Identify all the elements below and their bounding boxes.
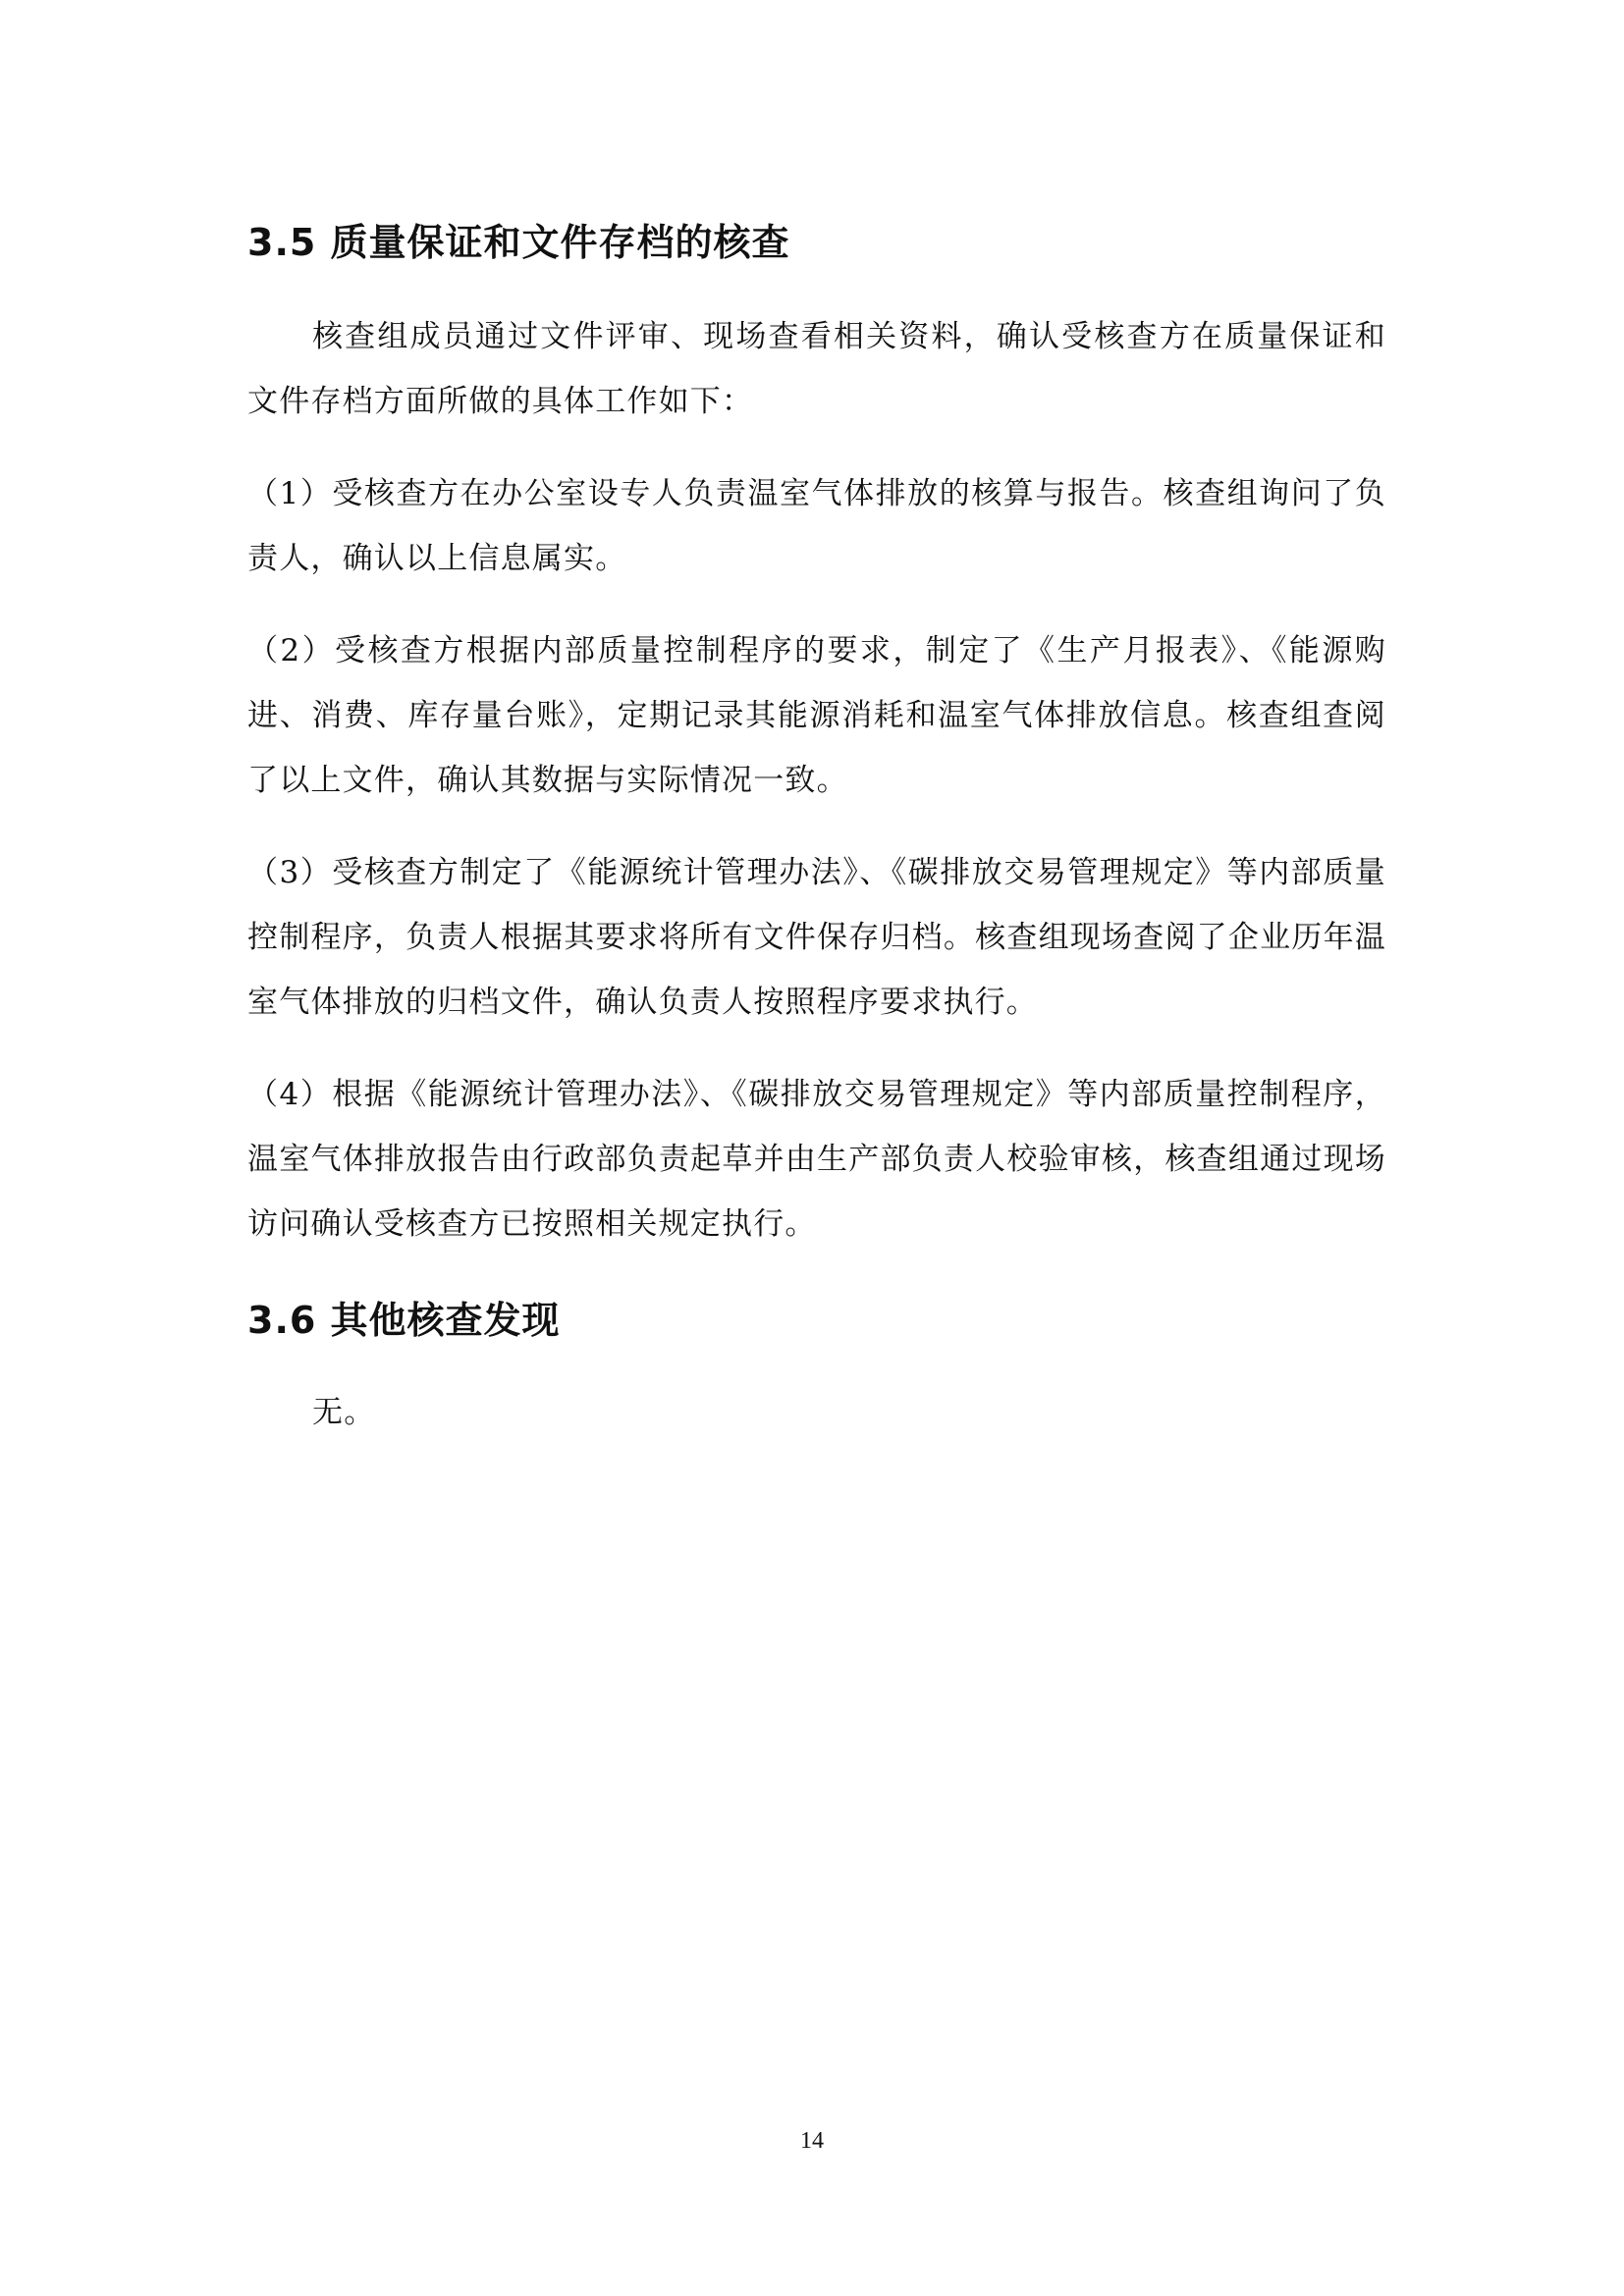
section-3-5-item-1: （1）受核查方在办公室设专人负责温室气体排放的核算与报告。核查组询问了负责人，确认以上信息属实。	[247, 476, 1386, 576]
section-3-5-heading: 3.5 质量保证和文件存档的核查	[247, 221, 790, 264]
section-3-6-heading: 3.6 其他核查发现	[247, 1299, 561, 1342]
section-3-5-item-2: （2）受核查方根据内部质量控制程序的要求，制定了《生产月报表》、《能源购进、消费、库存量台账》，定期记录其能源消耗和温室气体排放信息。核查组查阅了以上文件，确认其数据与实际情况一致。	[247, 633, 1386, 798]
section-3-5-item-4: （4）根据《能源统计管理办法》、《碳排放交易管理规定》等内部质量控制程序，温室气体排放报告由行政部负责起草并由生产部负责人校验审核，核查组通过现场访问确认受核查方已按照相关规定执行。	[247, 1077, 1386, 1242]
section-3-6-body: 无。	[312, 1395, 376, 1430]
section-3-5-item-3: （3）受核查方制定了《能源统计管理办法》、《碳排放交易管理规定》等内部质量控制程序，负责人根据其要求将所有文件保存归档。核查组现场查阅了企业历年温室气体排放的归档文件，确认负责人按照程序要求执行。	[247, 855, 1386, 1020]
page-content	[247, 208, 1386, 1445]
section-3-5-intro-paragraph: 核查组成员通过文件评审、现场查看相关资料，确认受核查方在质量保证和文件存档方面所做的具体工作如下：	[247, 319, 1386, 419]
page-number: 14	[800, 2128, 824, 2154]
